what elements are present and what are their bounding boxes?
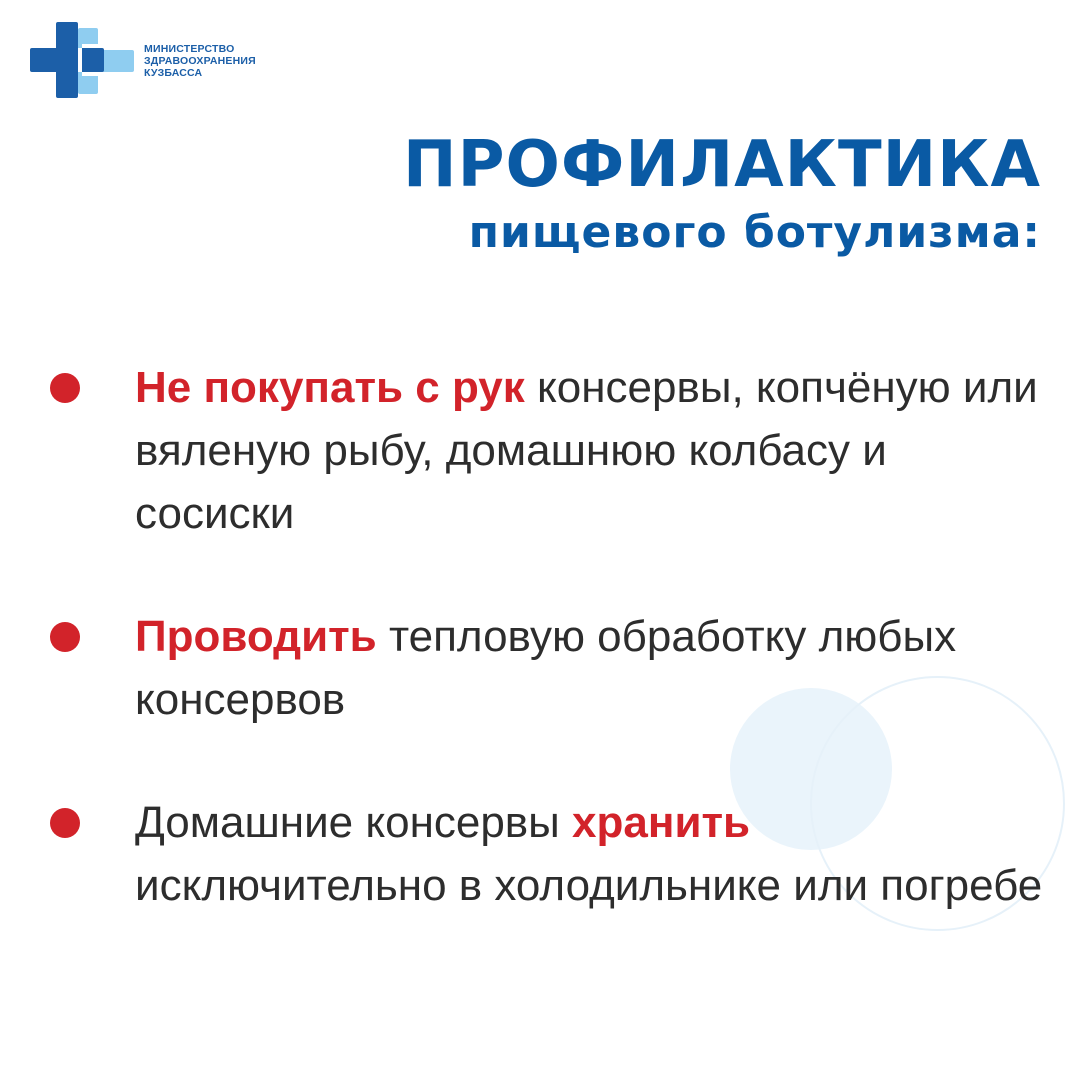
item-text-before: Домашние консервы <box>135 798 573 847</box>
recommendation-item <box>50 356 1050 545</box>
page-title <box>403 126 1041 262</box>
item-text-after: тепловую обработку любых консервов <box>135 612 957 724</box>
ministry-name <box>144 43 256 79</box>
recommendation-list <box>50 356 1050 917</box>
bullet-icon <box>50 808 80 838</box>
ministry-name-line-3: КУЗБАССА <box>144 67 203 79</box>
item-text-after: исключительно в холодильнике или погребе <box>135 861 1043 910</box>
bullet-icon <box>50 373 80 403</box>
item-accent-text: Проводить <box>135 612 377 661</box>
bullet-icon <box>50 622 80 652</box>
item-accent-text: хранить <box>572 798 751 847</box>
ministry-name-line-1: МИНИСТЕРСТВО <box>144 43 235 55</box>
title-main: ПРОФИЛАКТИКА <box>403 128 1041 202</box>
recommendation-item <box>50 605 1050 731</box>
title-subtitle: пищевого ботулизма: <box>468 207 1041 258</box>
ministry-name-line-2: ЗДРАВООХРАНЕНИЯ <box>144 55 256 67</box>
recommendation-item <box>50 791 1050 917</box>
ministry-logo <box>30 22 256 100</box>
item-accent-text: Не покупать с рук <box>135 363 525 412</box>
item-text-after: консервы, копчёную или вяленую рыбу, домашнюю колбасу и сосиски <box>135 363 1038 538</box>
medical-cross-logo-icon <box>30 22 138 100</box>
